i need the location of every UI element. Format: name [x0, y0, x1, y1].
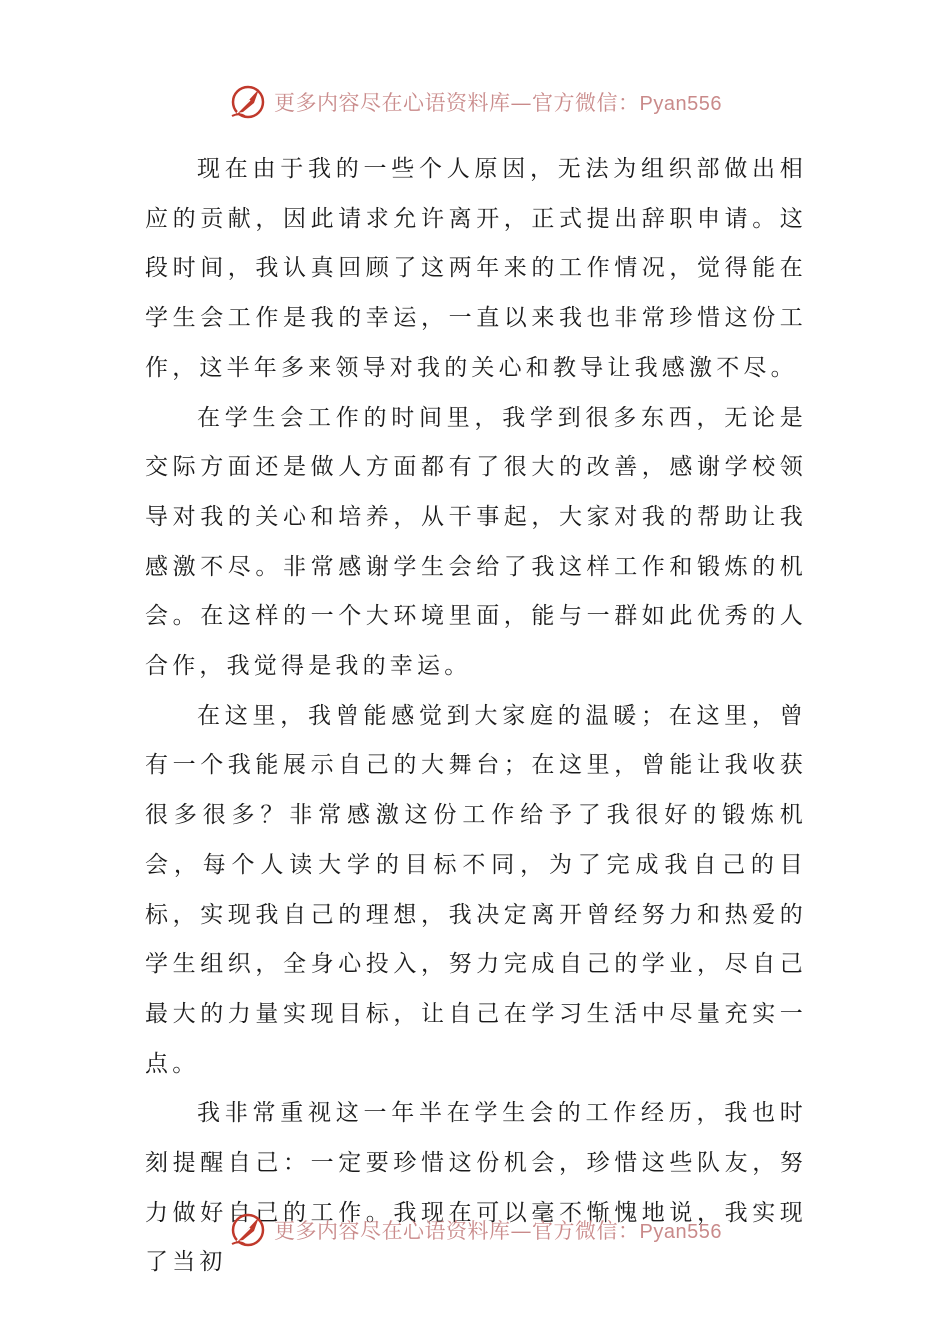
header-banner-text	[274, 87, 722, 117]
paragraph-3: 在这里，我曾能感觉到大家庭的温暖；在这里，曾有一个我能展示自己的大舞台；在这里，曾能让我收获很多很多？非常感激这份工作给予了我很好的锻炼机会，每个人读大学的目标不同，为了完成我自己的目标，实现我自己的理想，我决定离开曾经努力和热爱的学生组织，全身心投入，努力完成自己的学业，尽自己最大的力量实现目标，让自己在学习生活中尽量充实一点。	[145, 702, 807, 1077]
header-banner	[0, 80, 950, 124]
quill-pen-logo-icon	[228, 82, 268, 122]
paragraph-2: 在学生会工作的时间里，我学到很多东西，无论是交际方面还是做人方面都有了很大的改善，感谢学校领导对我的关心和培养，从干事起，大家对我的帮助让我感激不尽。非常感谢学生会给了我这样工作和锻炼的机会。在这样的一个大环境里面，能与一群如此优秀的人合作，我觉得是我的幸运。	[145, 404, 807, 680]
quill-pen-logo-icon	[228, 1210, 268, 1250]
header-banner-handle: Pyan556	[639, 93, 722, 115]
paragraph-4: 我非常重视这一年半在学生会的工作经历，我也时刻提醒自己：一定要珍惜这份机会，珍惜这些队友，努力做好自己的工作。我现在可以毫不惭愧地说，我实现了当初	[145, 1100, 807, 1276]
document-body	[145, 145, 807, 1288]
footer-banner-label: 更多内容尽在心语资料库—官方微信：	[274, 1219, 640, 1243]
header-banner-label: 更多内容尽在心语资料库—官方微信：	[274, 91, 640, 115]
footer-banner	[0, 1208, 950, 1252]
footer-banner-text	[274, 1215, 722, 1245]
footer-banner-handle: Pyan556	[639, 1221, 722, 1243]
paragraph-1: 现在由于我的一些个人原因，无法为组织部做出相应的贡献，因此请求允许离开，正式提出辞职申请。这段时间，我认真回顾了这两年来的工作情况，觉得能在学生会工作是我的幸运，一直以来我也非常珍惜这份工作，这半年多来领导对我的关心和教导让我感激不尽。	[145, 156, 807, 381]
